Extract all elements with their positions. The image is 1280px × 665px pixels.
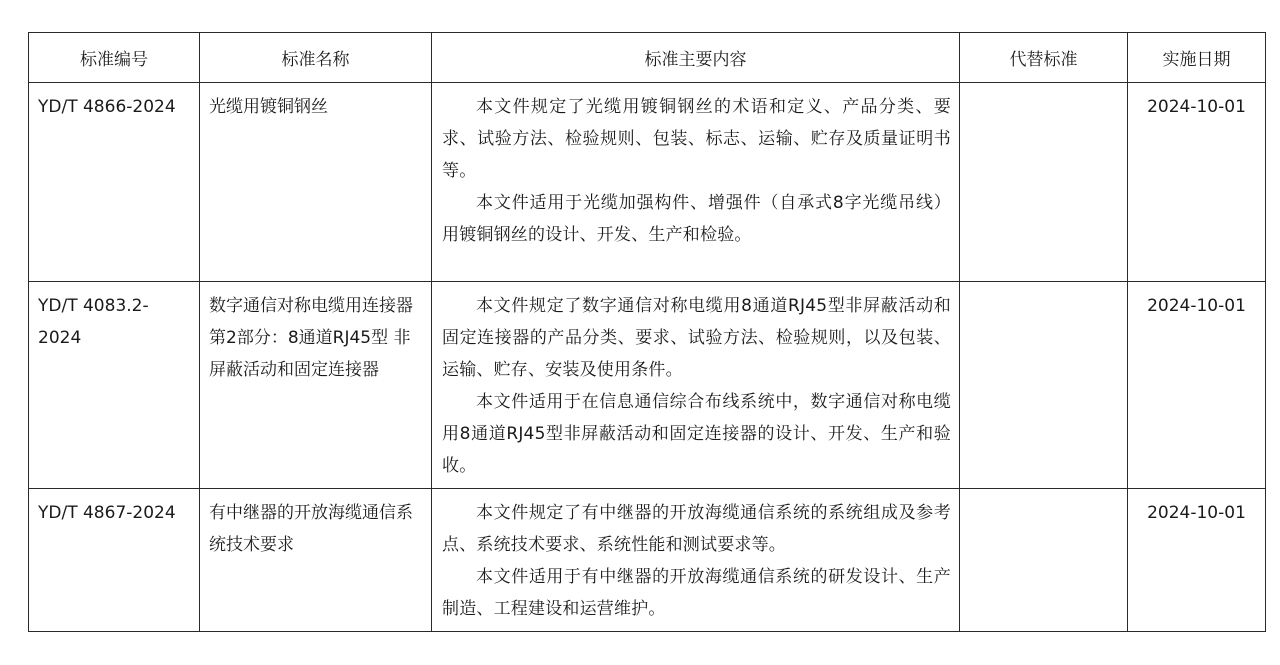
standards-table [28, 32, 1266, 632]
standard-name: 光缆用镀铜钢丝 [200, 83, 432, 282]
implementation-date: 2024-10-01 [1128, 83, 1266, 282]
standard-code: YD/T 4867-2024 [29, 489, 200, 632]
header-content: 标准主要内容 [432, 33, 960, 83]
standard-name: 有中继器的开放海缆通信系统技术要求 [200, 489, 432, 632]
standard-content [432, 282, 960, 489]
standard-content [432, 489, 960, 632]
replaced-standard [960, 83, 1128, 282]
table-row [29, 83, 1266, 282]
content-paragraph: 本文件规定了光缆用镀铜钢丝的术语和定义、产品分类、要求、试验方法、检验规则、包装、标志、运输、贮存及质量证明书等。 [442, 97, 951, 181]
content-paragraph: 本文件规定了数字通信对称电缆用8通道RJ45型非屏蔽活动和固定连接器的产品分类、要求、试验方法、检验规则，以及包装、运输、贮存、安装及使用条件。 [442, 296, 951, 380]
implementation-date: 2024-10-01 [1128, 489, 1266, 632]
replaced-standard [960, 489, 1128, 632]
header-row [29, 33, 1266, 83]
implementation-date: 2024-10-01 [1128, 282, 1266, 489]
standard-content [432, 83, 960, 282]
content-paragraph: 本文件适用于光缆加强构件、增强件（自承式8字光缆吊线）用镀铜钢丝的设计、开发、生产和检验。 [442, 193, 951, 245]
header-code: 标准编号 [29, 33, 200, 83]
standard-code: YD/T 4083.2-2024 [29, 282, 200, 489]
content-paragraph: 本文件适用于有中继器的开放海缆通信系统的研发设计、生产制造、工程建设和运营维护。 [442, 567, 951, 619]
replaced-standard [960, 282, 1128, 489]
header-name: 标准名称 [200, 33, 432, 83]
table-row [29, 489, 1266, 632]
content-paragraph: 本文件规定了有中继器的开放海缆通信系统的系统组成及参考点、系统技术要求、系统性能和测试要求等。 [442, 503, 951, 555]
content-paragraph: 本文件适用于在信息通信综合布线系统中，数字通信对称电缆用8通道RJ45型非屏蔽活动和固定连接器的设计、开发、生产和验收。 [442, 392, 951, 476]
table-row [29, 282, 1266, 489]
standard-code: YD/T 4866-2024 [29, 83, 200, 282]
header-replaces: 代替标准 [960, 33, 1128, 83]
header-date: 实施日期 [1128, 33, 1266, 83]
standard-name: 数字通信对称电缆用连接器 第2部分：8通道RJ45型 非屏蔽活动和固定连接器 [200, 282, 432, 489]
